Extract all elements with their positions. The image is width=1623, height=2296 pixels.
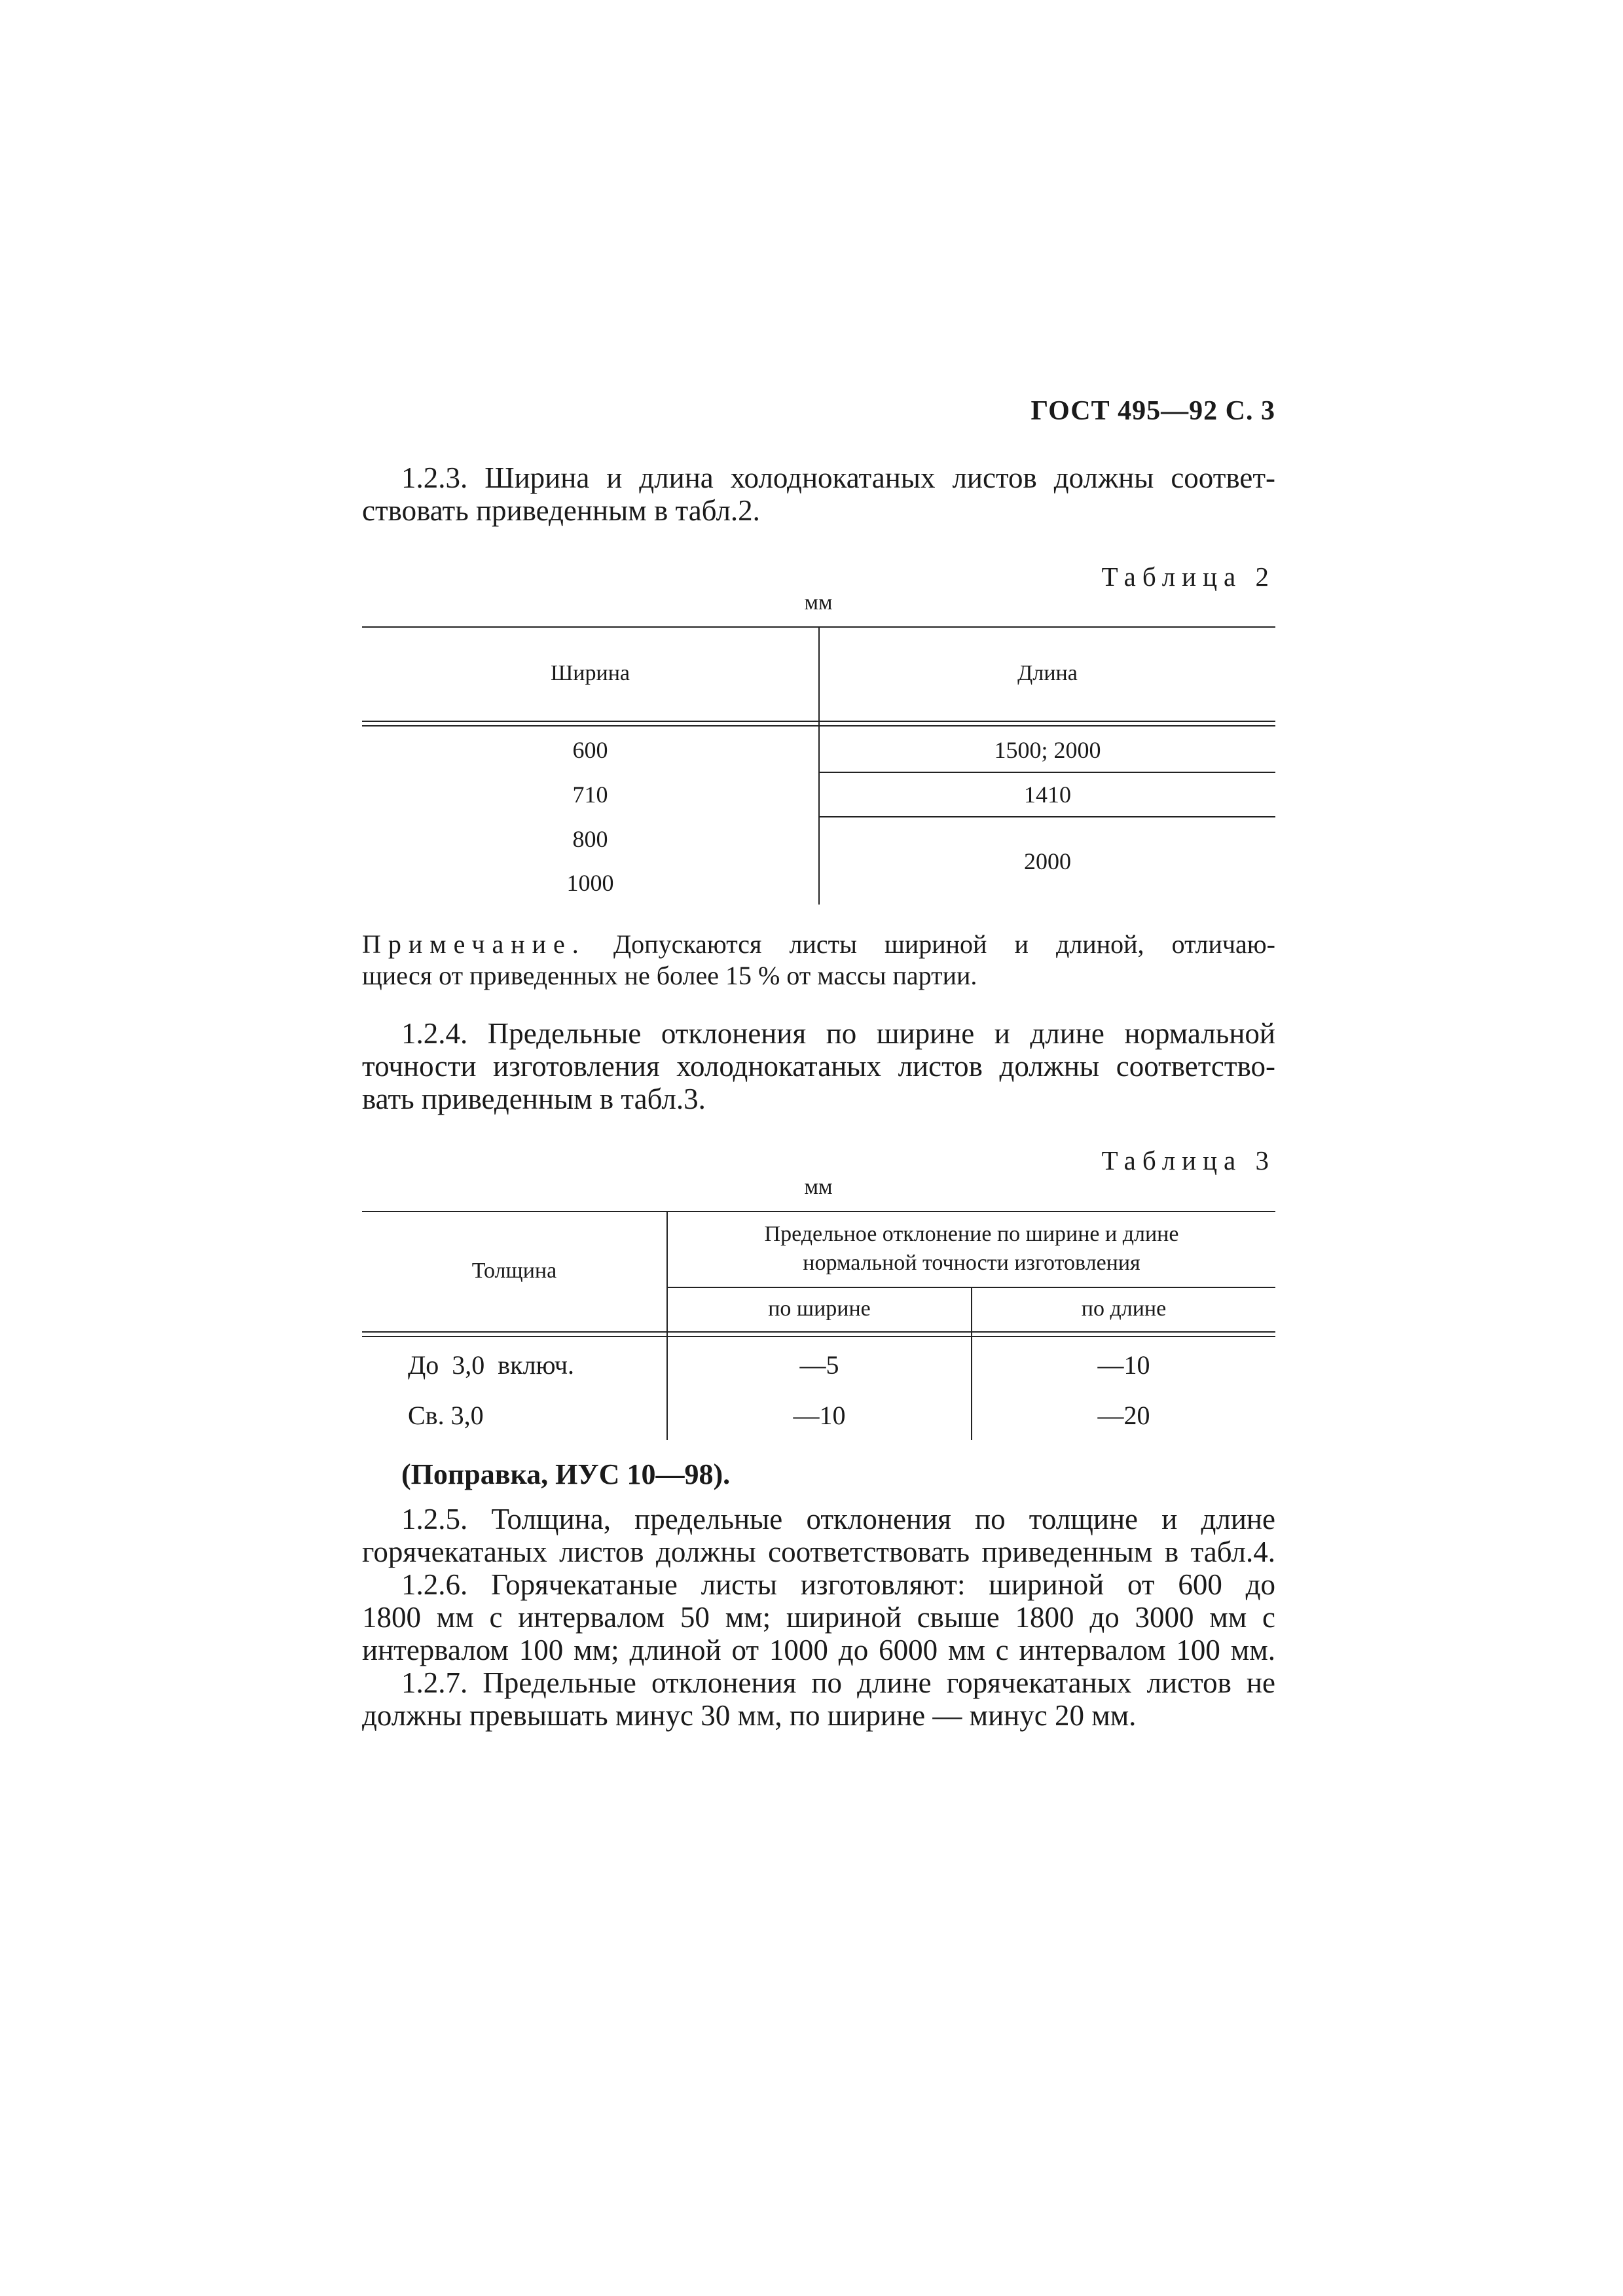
paragraph-line: ствовать приведенным в табл.2. bbox=[362, 494, 760, 527]
header-group-line: нормальной точности изготовления bbox=[803, 1251, 1140, 1275]
paragraph-line: 1.2.4. Предельные отклонения по ширине и длине нормальной bbox=[401, 1017, 1275, 1050]
header-by-length: по длине bbox=[1081, 1297, 1167, 1321]
paragraph-line: должны превышать минус 30 мм, по ширине — минус 20 мм. bbox=[362, 1699, 1137, 1732]
paragraphs-1-2-5-to-1-2-7 bbox=[362, 1503, 1275, 1732]
width-cell: 1000 bbox=[566, 870, 614, 896]
page-header: ГОСТ 495—92 С. 3 bbox=[1030, 396, 1275, 426]
table-2-caption: Таблица 2 bbox=[1101, 562, 1275, 592]
paragraph-line: 1800 мм с интервалом 50 мм; шириной свыше 1800 до 3000 мм с bbox=[362, 1601, 1275, 1634]
header-thickness: Толщина bbox=[471, 1259, 557, 1283]
paragraph-line: 1.2.7. Предельные отклонения по длине горячекатаных листов не bbox=[401, 1666, 1275, 1699]
table-row-thickness: До 3,0 включ. bbox=[408, 1350, 575, 1380]
paragraph-1-2-4 bbox=[362, 1017, 1275, 1115]
table-2-note bbox=[362, 929, 1275, 992]
note-text: Допускаются листы шириной и длиной, отличаю- bbox=[585, 929, 1275, 959]
header-length: Длина bbox=[1017, 661, 1078, 685]
header-rule-double bbox=[362, 725, 1275, 726]
paragraph-line: горячекатаных листов должны соответствовать приведенным в табл.4. bbox=[362, 1535, 1275, 1568]
header-deviation-group bbox=[668, 1211, 1275, 1287]
header-by-width: по ширине bbox=[768, 1297, 871, 1321]
note-line bbox=[362, 929, 1275, 960]
table-row-length: —20 bbox=[1097, 1401, 1150, 1430]
header-rule bbox=[362, 1331, 1275, 1333]
table-3 bbox=[362, 1211, 1275, 1440]
note-line: щиеся от приведенных не более 15 % от массы партии. bbox=[362, 961, 977, 990]
table-row-length: —10 bbox=[1097, 1350, 1150, 1380]
header-width: Ширина bbox=[551, 661, 630, 685]
width-cell: 710 bbox=[572, 781, 608, 808]
header-group-line: Предельное отклонение по ширине и длине bbox=[764, 1222, 1179, 1246]
header-rule bbox=[362, 721, 1275, 722]
length-cell: 2000 bbox=[1024, 848, 1071, 874]
table-row-width: —5 bbox=[799, 1350, 839, 1380]
paragraph-line: точности изготовления холоднокатаных листов должны соответство- bbox=[362, 1050, 1275, 1083]
length-cell: 1410 bbox=[1024, 781, 1071, 808]
paragraph-line: вать приведенным в табл.3. bbox=[362, 1083, 706, 1115]
paragraph-line: 1.2.3. Ширина и длина холоднокатаных листов должны соответ- bbox=[401, 461, 1275, 494]
table-3-caption: Таблица 3 bbox=[1101, 1145, 1275, 1175]
paragraph-line: интервалом 100 мм; длиной от 1000 до 6000 мм с интервалом 100 мм. bbox=[362, 1634, 1275, 1666]
length-cell: 1500; 2000 bbox=[994, 737, 1101, 763]
amendment-note: (Поправка, ИУС 10—98). bbox=[401, 1458, 731, 1490]
width-cell: 800 bbox=[572, 826, 608, 852]
header-rule-double bbox=[362, 1336, 1275, 1337]
table-row-width: —10 bbox=[793, 1401, 846, 1430]
table-2 bbox=[362, 626, 1275, 905]
table-2-unit: мм bbox=[804, 590, 833, 615]
table-row-thickness: Св. 3,0 bbox=[408, 1401, 484, 1430]
paragraph-line: 1.2.5. Толщина, предельные отклонения по толщине и длине bbox=[401, 1503, 1275, 1535]
note-label: Примечание. bbox=[362, 929, 586, 959]
table-3-unit: мм bbox=[804, 1175, 833, 1199]
paragraph-1-2-3 bbox=[362, 461, 1275, 527]
width-cell: 600 bbox=[572, 737, 608, 763]
paragraph-line: 1.2.6. Горячекатаные листы изготовляют: шириной от 600 до bbox=[401, 1568, 1275, 1601]
